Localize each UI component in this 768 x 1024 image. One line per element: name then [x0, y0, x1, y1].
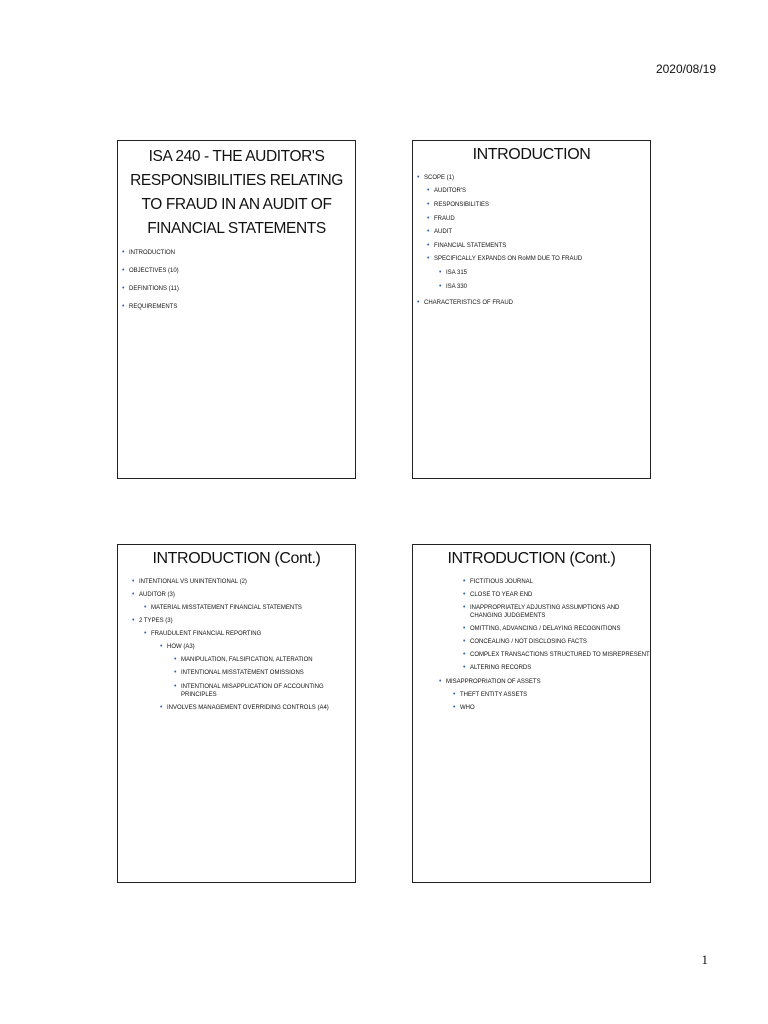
bullet-list — [118, 249, 355, 311]
bullet-item: • OMITTING, ADVANCING / DELAYING RECOGNITIONS — [463, 625, 650, 633]
bullet-item: • SCOPE (1) — [417, 174, 650, 182]
bullet-item: • RESPONSIBILITIES — [427, 201, 650, 209]
bullet-item: • OBJECTIVES (10) — [122, 267, 355, 275]
bullet-item: • AUDITOR (3) — [132, 591, 355, 599]
slide-title: INTRODUCTION (Cont.) — [447, 550, 616, 567]
bullet-item: • FICTITIOUS JOURNAL — [463, 578, 650, 586]
slide-2 — [412, 140, 651, 479]
bullet-item: • WHO — [453, 704, 650, 712]
bullet-item: • REQUIREMENTS — [122, 303, 355, 311]
bullet-list — [413, 578, 650, 712]
bullet-item: • HOW (A3) — [160, 643, 355, 651]
bullet-item: • AUDIT — [427, 228, 650, 236]
bullet-item: • MANIPULATION, FALSIFICATION, ALTERATION — [174, 656, 355, 664]
bullet-item: • THEFT ENTITY ASSETS — [453, 691, 650, 699]
slide-4 — [412, 544, 651, 883]
bullet-item: • INTENTIONAL MISSTATEMENT OMISSIONS — [174, 669, 355, 677]
bullet-item: • DEFINITIONS (11) — [122, 285, 355, 293]
bullet-item: • FRAUD — [427, 215, 650, 223]
slide-title: ISA 240 - THE AUDITOR'S RESPONSIBILITIES RELATING TO FRAUD IN AN AUDIT OF FINANCIAL STATEMENTS — [130, 148, 343, 238]
bullet-item: • 2 TYPES (3) — [132, 617, 355, 625]
bullet-item: • ISA 315 — [439, 269, 650, 277]
slide-title: INTRODUCTION — [472, 146, 591, 163]
bullet-item: • MATERIAL MISSTATEMENT FINANCIAL STATEMENTS — [144, 604, 355, 612]
page-date: 2020/08/19 — [655, 62, 716, 76]
bullet-item: • INTENTIONAL VS UNINTENTIONAL (2) — [132, 578, 355, 586]
bullet-item: • CONCEALING / NOT DISCLOSING FACTS — [463, 638, 650, 646]
bullet-item: • SPECIFICALLY EXPANDS ON RoMM DUE TO FRAUD — [427, 255, 650, 263]
bullet-item: • FINANCIAL STATEMENTS — [427, 242, 650, 250]
page-number: 1 — [701, 952, 708, 967]
bullet-item: • AUDITOR'S — [427, 187, 650, 195]
bullet-item: • COMPLEX TRANSACTIONS STRUCTURED TO MISREPRESENT — [463, 651, 650, 659]
bullet-item: • ALTERING RECORDS — [463, 664, 650, 672]
bullet-item: • CHARACTERISTICS OF FRAUD — [417, 299, 650, 307]
bullet-item: • FRAUDULENT FINANCIAL REPORTING — [144, 630, 355, 638]
bullet-list — [413, 174, 650, 307]
bullet-item: • ISA 330 — [439, 283, 650, 291]
bullet-item: • MISAPPROPRIATION OF ASSETS — [439, 678, 650, 686]
bullet-item: • INTRODUCTION — [122, 249, 355, 257]
bullet-item: • INVOLVES MANAGEMENT OVERRIDING CONTROLS (A4) — [160, 704, 355, 712]
bullet-item: • INAPPROPRIATELY ADJUSTING ASSUMPTIONS AND CHANGING JUDGEMENTS — [463, 604, 650, 620]
slide-1 — [117, 140, 356, 479]
slide-title: INTRODUCTION (Cont.) — [152, 550, 321, 567]
bullet-list — [118, 578, 355, 712]
slide-3 — [117, 544, 356, 883]
bullet-item: • CLOSE TO YEAR END — [463, 591, 650, 599]
bullet-item: • INTENTIONAL MISAPPLICATION OF ACCOUNTING PRINCIPLES — [174, 683, 355, 699]
